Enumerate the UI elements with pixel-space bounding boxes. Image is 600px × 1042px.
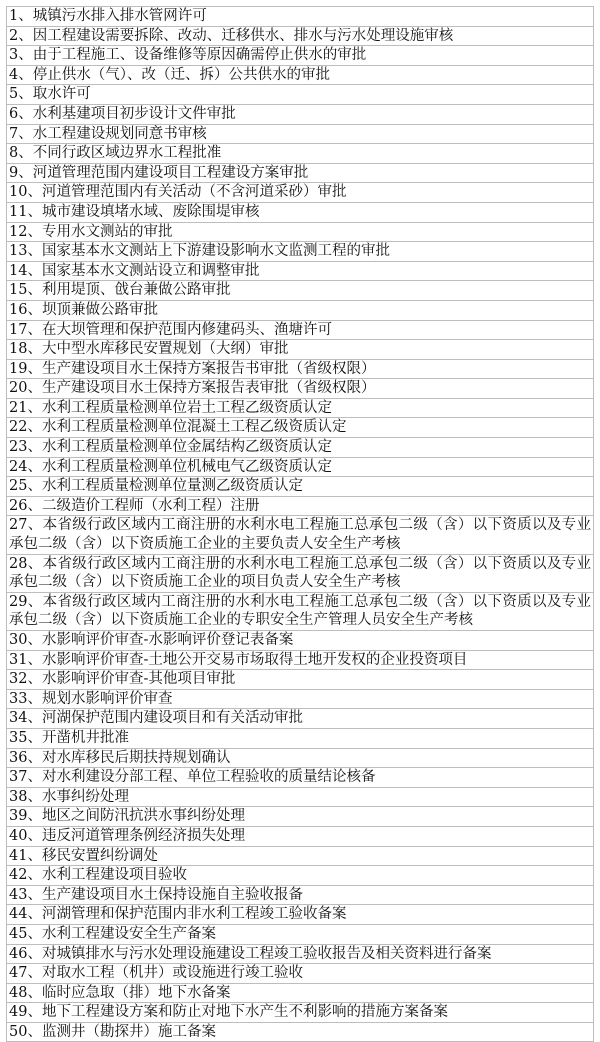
list-item-text: 33、规划水影响评价审查 [7, 689, 594, 709]
list-item [7, 477, 594, 497]
list-item-text: 16、坝顶兼做公路审批 [7, 300, 594, 320]
list-item-text: 13、国家基本水文测站上下游建设影响水文监测工程的审批 [7, 242, 594, 262]
list-item-text: 26、二级造价工程师（水利工程）注册 [7, 496, 594, 516]
list-item-text: 43、生产建设项目水土保持设施自主验收报备 [7, 885, 594, 905]
list-item-text: 12、专用水文测站的审批 [7, 222, 594, 242]
list-item [7, 1022, 594, 1042]
list-item [7, 144, 594, 164]
list-item [7, 846, 594, 866]
list-item [7, 689, 594, 709]
list-item [7, 300, 594, 320]
list-item-text: 5、取水许可 [7, 85, 594, 105]
list-item-text: 41、移民安置纠纷调处 [7, 846, 594, 866]
list-item-text: 34、河湖保护范围内建设项目和有关活动审批 [7, 709, 594, 729]
list-item [7, 104, 594, 124]
list-item-text: 4、停止供水（气）、改（迁、拆）公共供水的审批 [7, 65, 594, 85]
list-item [7, 438, 594, 458]
list-item-text: 31、水影响评价审查-土地公开交易市场取得土地开发权的企业投资项目 [7, 650, 594, 670]
list-item-text: 1、城镇污水排入排水管网许可 [7, 7, 594, 27]
list-item-text: 20、生产建设项目水土保持方案报告表审批（省级权限） [7, 379, 594, 399]
list-item [7, 340, 594, 360]
list-item-text: 8、不同行政区域边界水工程批准 [7, 144, 594, 164]
list-item-text: 40、违反河道管理条例经济损失处理 [7, 826, 594, 846]
list-item [7, 944, 594, 964]
list-item-text: 32、水影响评价审查-其他项目审批 [7, 670, 594, 690]
list-item [7, 768, 594, 788]
list-item [7, 202, 594, 222]
list-item [7, 885, 594, 905]
list-item [7, 554, 594, 592]
approval-items-table [6, 6, 594, 1042]
list-item [7, 85, 594, 105]
list-item [7, 418, 594, 438]
list-item-text: 37、对水利建设分部工程、单位工程验收的质量结论核备 [7, 768, 594, 788]
list-item [7, 320, 594, 340]
list-item-text: 46、对城镇排水与污水处理设施建设工程竣工验收报告及相关资料进行备案 [7, 944, 594, 964]
list-item-text: 24、水利工程质量检测单位机械电气乙级资质认定 [7, 457, 594, 477]
list-item [7, 359, 594, 379]
list-item [7, 496, 594, 516]
list-item-text: 9、河道管理范围内建设项目工程建设方案审批 [7, 163, 594, 183]
list-item [7, 516, 594, 554]
list-item-text: 28、本省级行政区域内工商注册的水利水电工程施工总承包二级（含）以下资质以及专业承包二级（含）以下资质施工企业的项目负责人安全生产考核 [7, 554, 594, 592]
list-item-text: 49、地下工程建设方案和防止对地下水产生不利影响的措施方案备案 [7, 1003, 594, 1023]
list-item-text: 15、利用堤顶、戗台兼做公路审批 [7, 281, 594, 301]
list-item [7, 46, 594, 66]
list-item [7, 65, 594, 85]
list-item-text: 50、监测井（勘探井）施工备案 [7, 1022, 594, 1042]
list-item-text: 7、水工程建设规划同意书审核 [7, 124, 594, 144]
list-item-text: 19、生产建设项目水土保持方案报告书审批（省级权限） [7, 359, 594, 379]
list-item [7, 807, 594, 827]
list-item-text: 2、因工程建设需要拆除、改动、迁移供水、排水与污水处理设施审核 [7, 26, 594, 46]
list-item [7, 983, 594, 1003]
list-item [7, 964, 594, 984]
list-item-text: 6、水利基建项目初步设计文件审批 [7, 104, 594, 124]
list-item-text: 36、对水库移民后期扶持规划确认 [7, 748, 594, 768]
list-item-text: 23、水利工程质量检测单位金属结构乙级资质认定 [7, 438, 594, 458]
list-item [7, 26, 594, 46]
list-item-text: 27、本省级行政区域内工商注册的水利水电工程施工总承包二级（含）以下资质以及专业承包二级（含）以下资质施工企业的主要负责人安全生产考核 [7, 516, 594, 554]
list-item [7, 650, 594, 670]
list-item-text: 3、由于工程施工、设备维修等原因确需停止供水的审批 [7, 46, 594, 66]
list-item [7, 924, 594, 944]
list-item [7, 826, 594, 846]
list-item-text: 30、水影响评价审查-水影响评价登记表备案 [7, 631, 594, 651]
list-item-text: 47、对取水工程（机井）或设施进行竣工验收 [7, 964, 594, 984]
list-item-text: 25、水利工程质量检测单位量测乙级资质认定 [7, 477, 594, 497]
list-item [7, 124, 594, 144]
list-item-text: 42、水利工程建设项目验收 [7, 866, 594, 886]
list-item [7, 748, 594, 768]
list-item-text: 29、本省级行政区域内工商注册的水利水电工程施工总承包二级（含）以下资质以及专业承包二级（含）以下资质施工企业的专职安全生产管理人员安全生产考核 [7, 592, 594, 630]
list-item-text: 11、城市建设填堵水域、废除围堤审核 [7, 202, 594, 222]
list-item [7, 261, 594, 281]
list-item-text: 35、开凿机井批准 [7, 728, 594, 748]
list-item [7, 631, 594, 651]
list-item [7, 379, 594, 399]
list-item-text: 22、水利工程质量检测单位混凝土工程乙级资质认定 [7, 418, 594, 438]
list-item [7, 728, 594, 748]
list-item [7, 1003, 594, 1023]
list-item [7, 866, 594, 886]
list-item-text: 38、水事纠纷处理 [7, 787, 594, 807]
list-item [7, 709, 594, 729]
list-item [7, 281, 594, 301]
list-item-text: 44、河湖管理和保护范围内非水利工程竣工验收备案 [7, 905, 594, 925]
list-item-text: 17、在大坝管理和保护范围内修建码头、渔塘许可 [7, 320, 594, 340]
list-item [7, 163, 594, 183]
list-item-text: 45、水利工程建设安全生产备案 [7, 924, 594, 944]
list-item-text: 48、临时应急取（排）地下水备案 [7, 983, 594, 1003]
list-item-text: 39、地区之间防汛抗洪水事纠纷处理 [7, 807, 594, 827]
approval-items-body [7, 7, 594, 1042]
list-item [7, 183, 594, 203]
list-item [7, 7, 594, 27]
list-item [7, 242, 594, 262]
list-item [7, 457, 594, 477]
list-item [7, 905, 594, 925]
list-item-text: 18、大中型水库移民安置规划（大纲）审批 [7, 340, 594, 360]
list-item [7, 670, 594, 690]
list-item-text: 21、水利工程质量检测单位岩土工程乙级资质认定 [7, 398, 594, 418]
list-item [7, 592, 594, 630]
list-item-text: 10、河道管理范围内有关活动（不含河道采砂）审批 [7, 183, 594, 203]
list-item [7, 222, 594, 242]
list-item [7, 398, 594, 418]
list-item [7, 787, 594, 807]
list-item-text: 14、国家基本水文测站设立和调整审批 [7, 261, 594, 281]
